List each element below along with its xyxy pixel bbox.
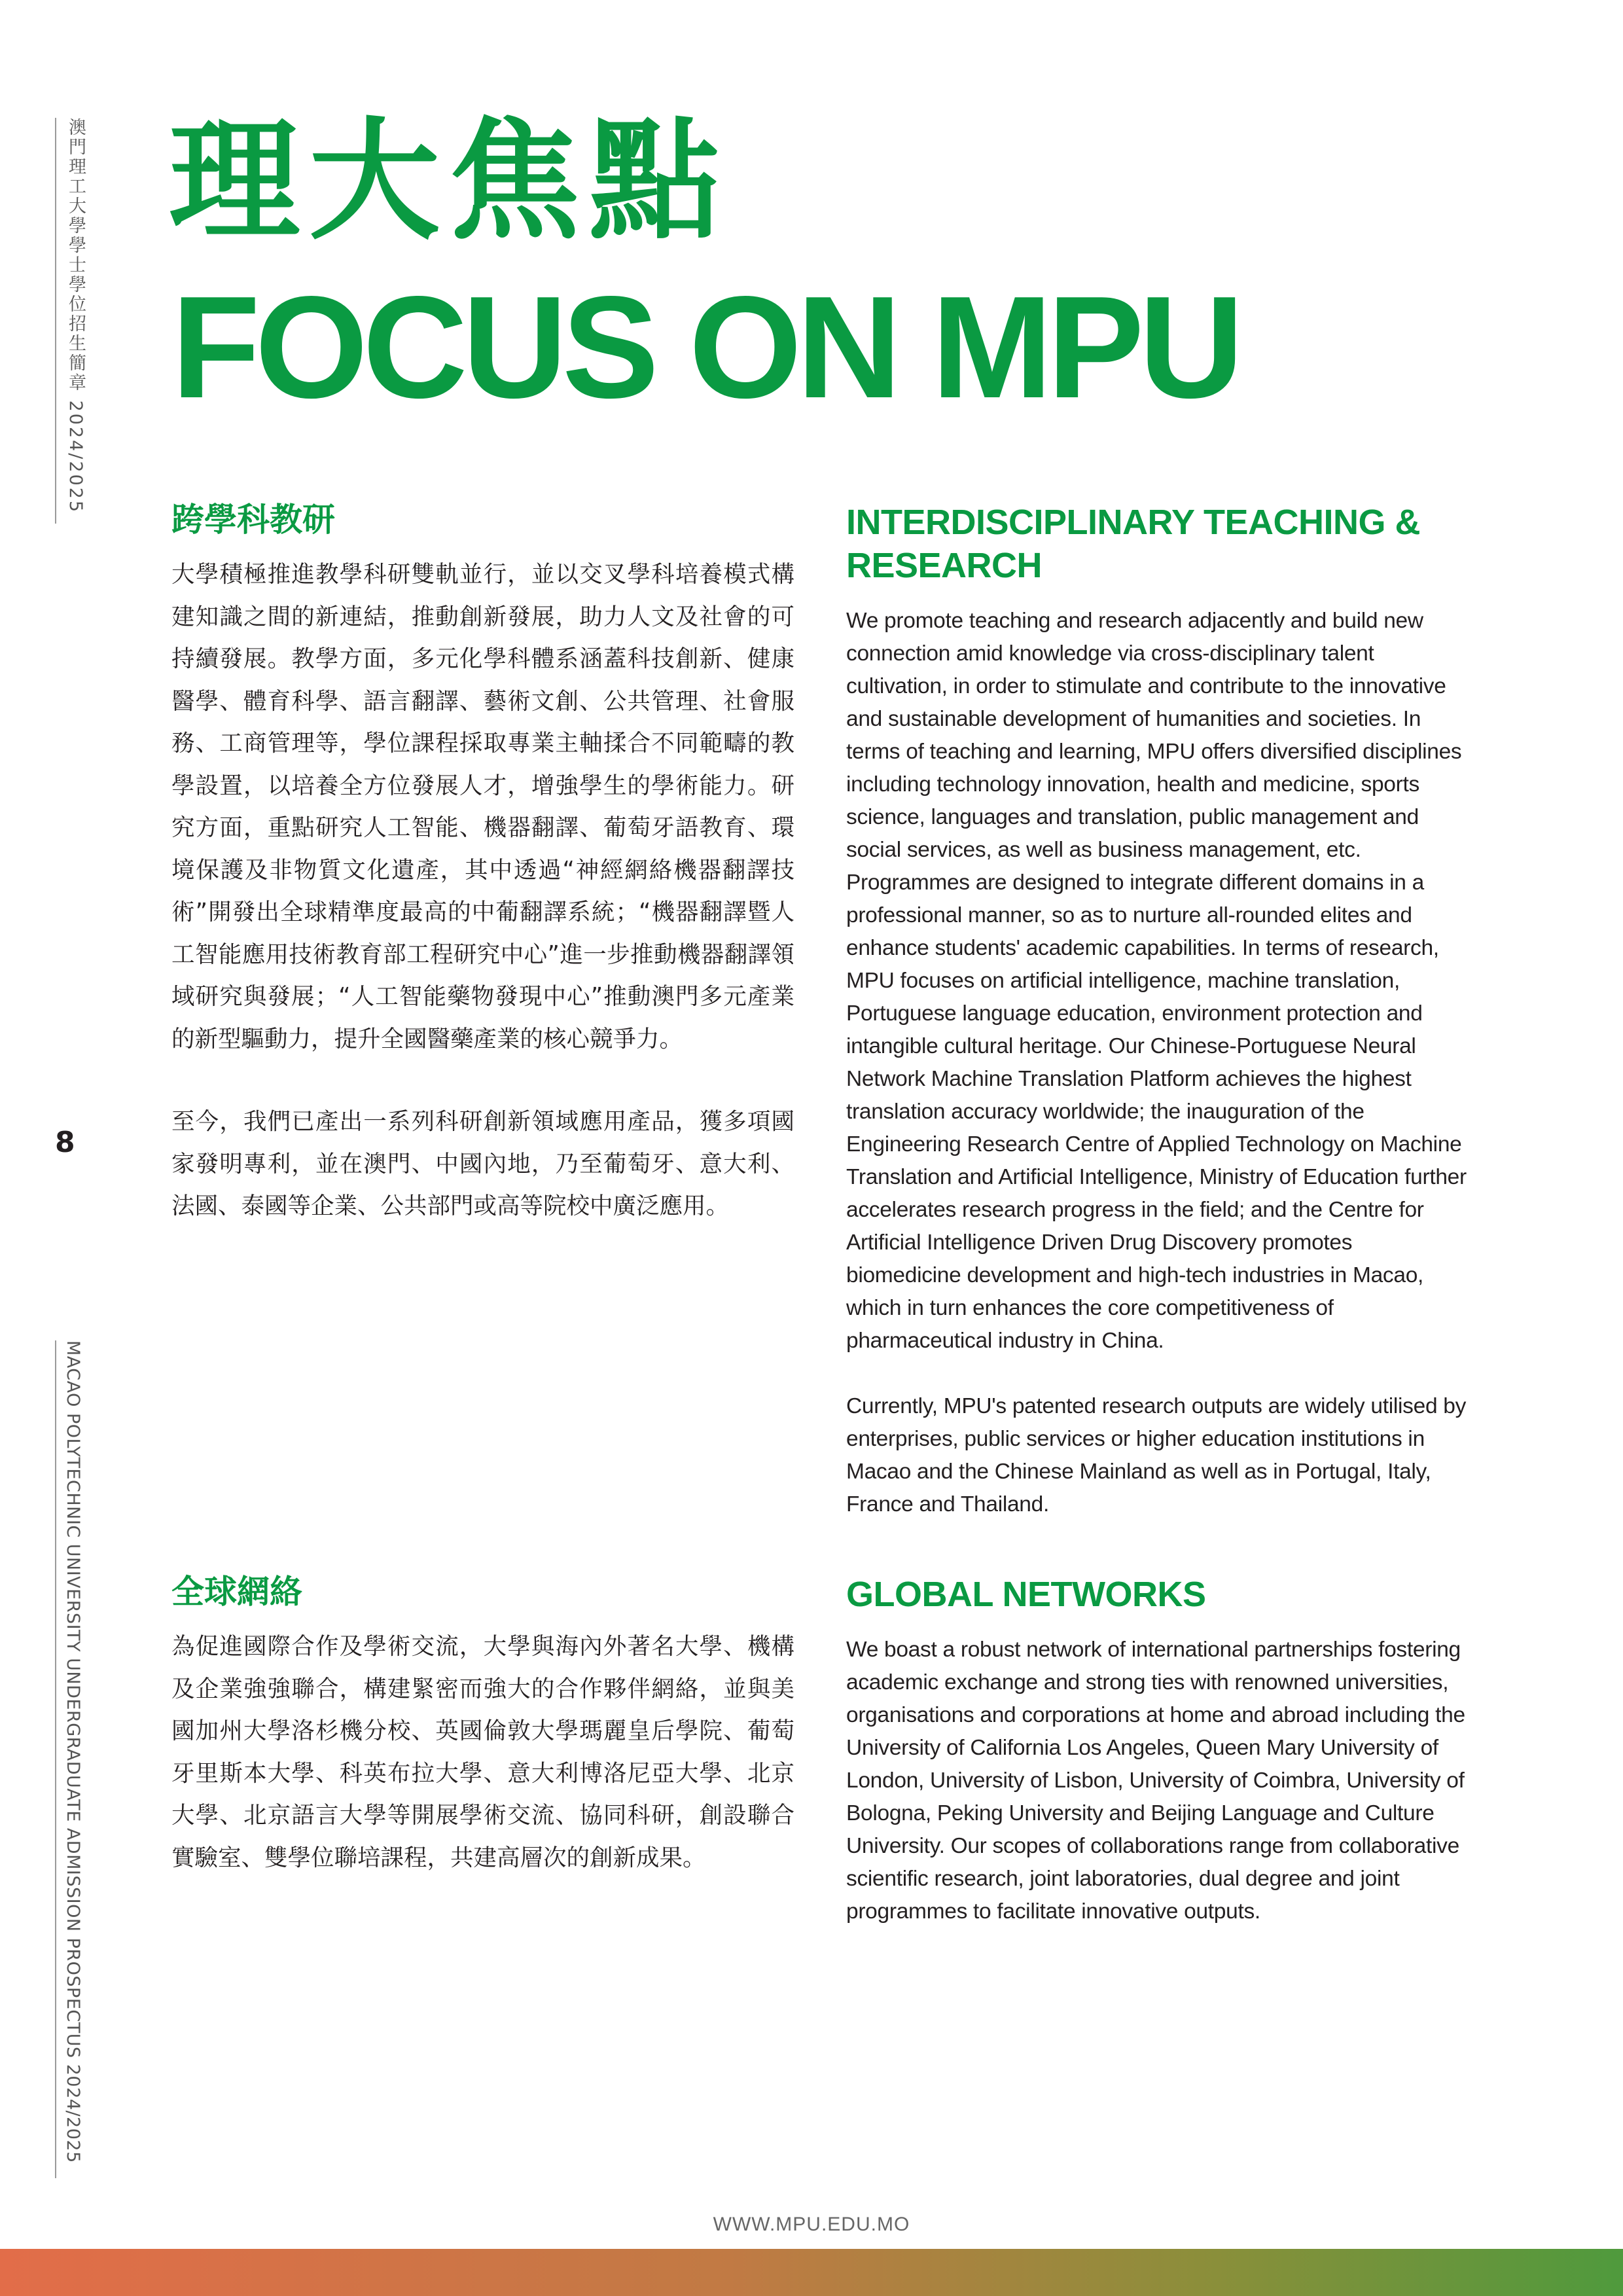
interdisciplinary-section-en [846,501,1471,1521]
footer-url: WWW.MPU.EDU.MO [713,2214,910,2235]
page-number: 8 [55,1126,75,1159]
global-section-en [846,1573,1471,1928]
body-paragraph-cn: 大學積極推進教學科研雙軌並行，並以交叉學科培養模式構建知識之間的新連結，推動創新發展，助力人文及社會的可持續發展。教學方面，多元化學科體系涵蓋科技創新、健康醫學、體育科學、語言翻譯、藝術文創、公共管理、社會服務、工商管理等，學位課程採取專業主軸揉合不同範疇的教學設置，以培養全方位發展人才，增強學生的學術能力。研究方面，重點研究人工智能、機器翻譯、葡萄牙語教育、環境保護及非物質文化遺產，其中透過“神經網絡機器翻譯技術”開發出全球精準度最高的中葡翻譯系統；“機器翻譯暨人工智能應用技術教育部工程研究中心”進一步推動機器翻譯領域研究與發展；“人工智能藥物發現中心”推動澳門多元產業的新型驅動力，提升全國醫藥產業的核心競爭力。 [171,561,794,1052]
section-heading-en: GLOBAL NETWORKS [846,1575,1206,1614]
side-caption-cn: 澳門理工大學學士學位招生簡章 2024/2025 [55,118,88,524]
body-paragraph-en: Currently, MPU's patented research outputs are widely utilised by enterprises, public services or higher education institutions in Macao and the Chinese Mainland as well as in Portugal, Italy, France and Thailand. [846,1393,1467,1516]
page-title-en: FOCUS ON MPU [171,266,1239,429]
bottom-gradient-bar [0,2249,1623,2296]
body-paragraph-cn: 為促進國際合作及學術交流，大學與海內外著名大學、機構及企業強強聯合，構建緊密而強大的合作夥伴網絡，並與美國加州大學洛杉機分校、英國倫敦大學瑪麗皇后學院、葡萄牙里斯本大學、科英布拉大學、意大利博洛尼亞大學、北京大學、北京語言大學等開展學術交流、協同科研，創設聯合實驗室、雙學位聯培課程，共建高層次的創新成果。 [171,1633,794,1871]
body-paragraph-en: We promote teaching and research adjacently and build new connection amid knowledge via cross-disciplinary talent cultivation, in order to stimulate and contribute to the innovative and sustainable development of humanities and societies. In terms of teaching and learning, MPU offers diversified disciplines including technology innovation, health and medicine, sports science, languages and translation, public management and social services, as well as business management, etc. Programmes are designed to integrate different domains in a professional manner, so as to nurture all-rounded elites and enhance students' academic capabilities. In terms of research, MPU focuses on artificial intelligence, machine translation, Portuguese language education, environment protection and intangible cultural heritage. Our Chinese-Portuguese Neural Network Machine Translation Platform achieves the highest translation accuracy worldwide; the inauguration of the Engineering Research Centre of Applied Technology on Machine Translation and Artificial Intelligence, Ministry of Education further accelerates research progress in the field; and the Centre for Artificial Intelligence Driven Drug Discovery promotes biomedicine development and high-tech industries in Macao, which in turn enhances the core competitiveness of pharmaceutical industry in China. [846,608,1467,1353]
global-section-cn [171,1572,794,1879]
side-caption-en: MACAO POLYTECHNIC UNIVERSITY UNDERGRADUATE ADMISSION PROSPECTUS 2024/2025 [55,1340,83,2178]
body-paragraph-cn: 至今，我們已產出一系列科研創新領域應用產品，獲多項國家發明專利，並在澳門、中國內地，乃至葡萄牙、意大利、法國、泰國等企業、公共部門或高等院校中廣泛應用。 [171,1108,794,1219]
page-title-cn: 理大焦點 [169,105,730,258]
section-heading-cn: 跨學科教研 [171,501,335,539]
section-heading-en: INTERDISCIPLINARY TEACHING & RESEARCH [846,503,1421,585]
interdisciplinary-section-cn [171,500,794,1228]
body-paragraph-en: We boast a robust network of international partnerships fostering academic exchange and strong ties with renowned universities, organisations and corporations at home and abroad including the University of California Los Angeles, Queen Mary University of London, University of Lisbon, University of Coimbra, University of Bologna, Peking University and Beijing Language and Culture University. Our scopes of collaborations range from collaborative scientific research, joint laboratories, dual degree and joint programmes to facilitate innovative outputs. [846,1637,1465,1924]
section-heading-cn: 全球網絡 [171,1573,302,1611]
